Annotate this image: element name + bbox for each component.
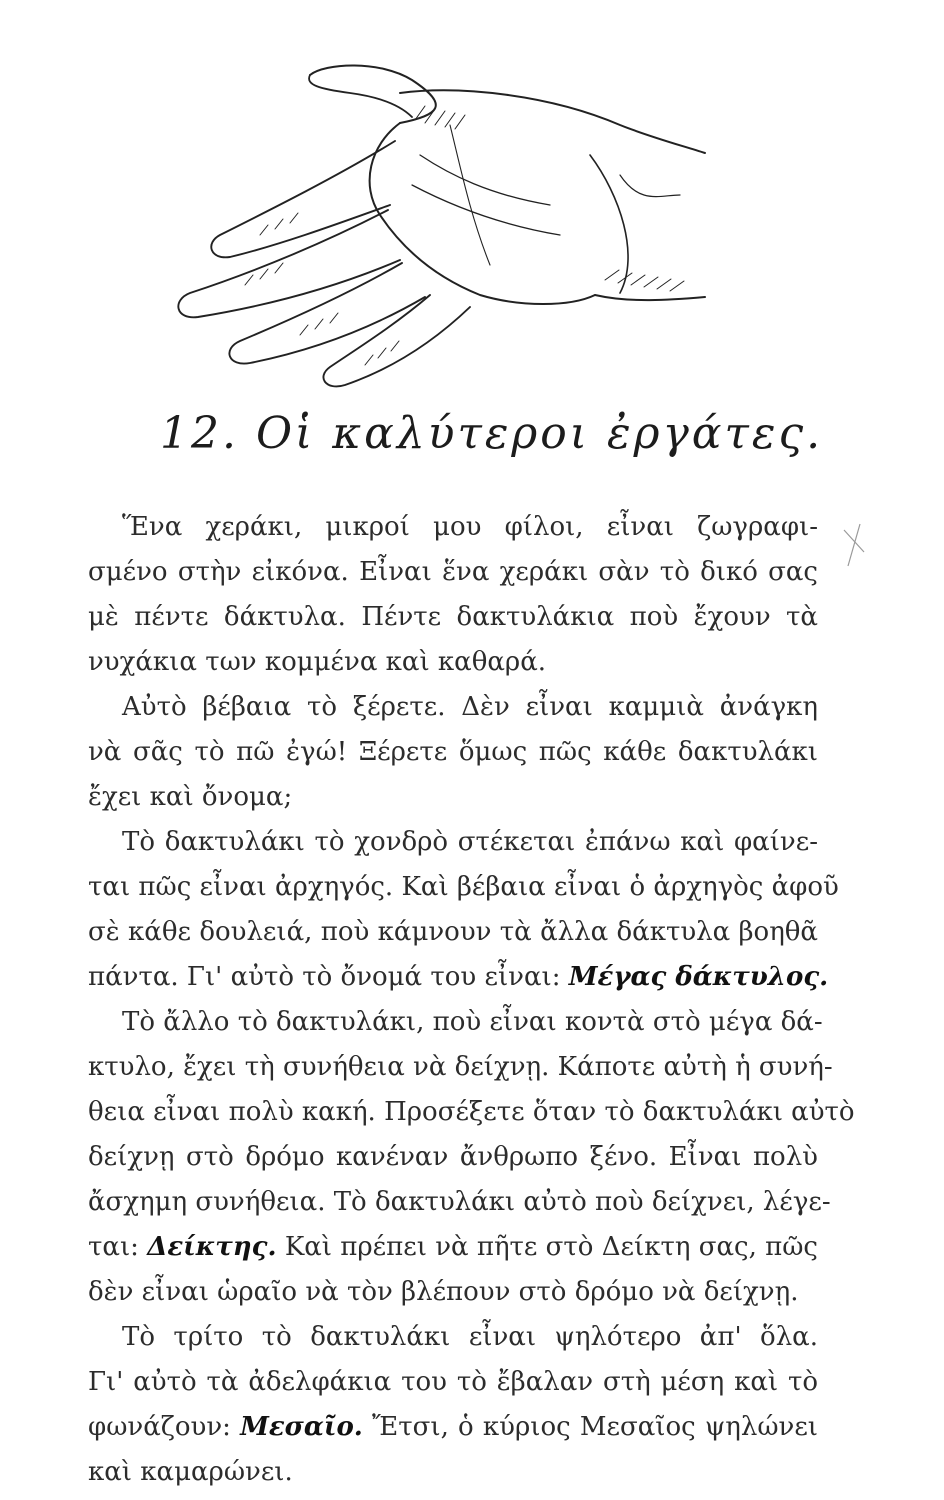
text-line xyxy=(88,1225,818,1270)
paragraph-5 xyxy=(88,1315,818,1495)
text-line: Γι' αὐτὸ τὰ ἀδελφάκια του τὸ ἔβαλαν στὴ μέση καὶ τὸ xyxy=(88,1367,818,1397)
text-fragment: φωνάζουν: xyxy=(88,1412,241,1442)
text-line: Ἕνα χεράκι, μικροί μου φίλοι, εἶναι ζωγραφι- xyxy=(122,512,818,542)
text-line: Τὸ ἄλλο τὸ δακτυλάκι, ποὺ εἶναι κοντὰ στὸ μέγα δά- xyxy=(122,1007,823,1037)
text-fragment: Ἔτσι, ὁ κύριος Μεσαῖος ψηλώνει xyxy=(362,1412,818,1442)
text-line: καὶ καμαρώνει. xyxy=(88,1457,293,1487)
text-line: νυχάκια των κομμένα καὶ καθαρά. xyxy=(88,647,547,677)
text-fragment: ται: xyxy=(88,1232,148,1262)
text-line xyxy=(88,1405,818,1450)
text-line: Τὸ τρίτο τὸ δακτυλάκι εἶναι ψηλότερο ἀπ' ὅλα. xyxy=(122,1322,818,1352)
paragraph-1 xyxy=(88,505,818,685)
chapter-title: 12. Οἱ καλύτεροι ἐργάτες. xyxy=(160,408,824,459)
text-line: θεια εἶναι πολὺ κακή. Προσέξετε ὅταν τὸ δακτυλάκι αὐτὸ xyxy=(88,1097,855,1127)
text-line: Τὸ δακτυλάκι τὸ χονδρὸ στέκεται ἐπάνω καὶ φαίνε- xyxy=(122,827,818,857)
open-hand-palm-drawing-icon xyxy=(150,45,710,395)
text-line: ἄσχημη συνήθεια. Τὸ δακτυλάκι αὐτὸ ποὺ δείχνει, λέγε- xyxy=(88,1187,831,1217)
paragraph-3 xyxy=(88,820,839,1000)
text-line: ἔχει καὶ ὄνομα; xyxy=(88,782,293,812)
text-fragment: Καὶ πρέπει νὰ πῆτε στὸ Δείκτη σας, πῶς xyxy=(276,1232,818,1262)
text-line xyxy=(88,955,829,1000)
text-line: σὲ κάθε δουλειά, ποὺ κάμνουν τὰ ἄλλα δάκτυλα βοηθᾶ xyxy=(88,917,818,947)
paragraph-4 xyxy=(88,1000,855,1315)
text-line: μὲ πέντε δάκτυλα. Πέντε δακτυλάκια ποὺ ἔχουν τὰ xyxy=(88,602,818,632)
paragraph-2 xyxy=(88,685,818,820)
body-text xyxy=(88,505,855,1495)
text-line: κτυλο, ἔχει τὴ συνήθεια νὰ δείχνῃ. Κάποτε αὐτὴ ἡ συνή- xyxy=(88,1052,833,1082)
text-line: ται πῶς εἶναι ἀρχηγός. Καὶ βέβαια εἶναι ὁ ἀρχηγὸς ἀφοῦ xyxy=(88,872,839,902)
term-index: Δείκτης. xyxy=(147,1232,277,1262)
term-thumb: Μέγας δάκτυλος. xyxy=(568,962,829,992)
text-line: δείχνῃ στὸ δρόμο κανέναν ἄνθρωπο ξένο. Εἶναι πολὺ xyxy=(88,1142,818,1172)
text-line: νὰ σᾶς τὸ πῶ ἐγώ! Ξέρετε ὅμως πῶς κάθε δακτυλάκι xyxy=(88,737,818,767)
pencil-plus-mark-icon xyxy=(838,520,868,570)
text-fragment: πάντα. Γι' αὐτὸ τὸ ὄνομά του εἶναι: xyxy=(88,962,569,992)
text-line: Αὐτὸ βέβαια τὸ ξέρετε. Δὲν εἶναι καμμιὰ ἀνάγκη xyxy=(122,692,818,722)
term-middle: Μεσαῖο. xyxy=(240,1412,363,1442)
text-line: σμένο στὴν εἰκόνα. Εἶναι ἕνα χεράκι σὰν τὸ δικό σας xyxy=(88,557,818,587)
hand-illustration xyxy=(150,45,710,395)
text-line: δὲν εἶναι ὡραῖο νὰ τὸν βλέπουν στὸ δρόμο νὰ δείχνῃ. xyxy=(88,1277,799,1307)
